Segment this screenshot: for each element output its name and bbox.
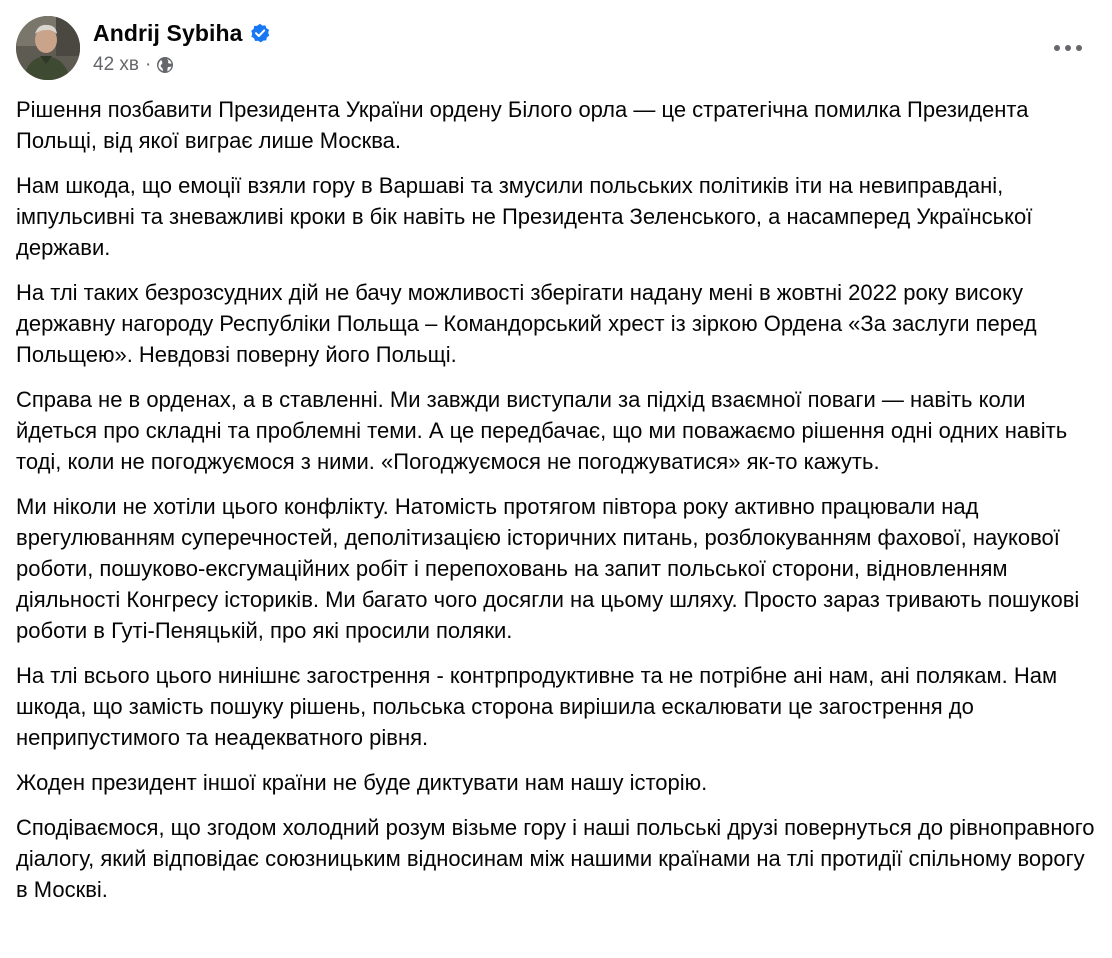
post-header (16, 16, 1096, 82)
more-dot (1054, 45, 1060, 51)
post-paragraph: Ми ніколи не хотіли цього конфлікту. Натомість протягом півтора року активно працювали над врегулюванням суперечностей, деполітизацією історичних питань, розблокуванням фахової, наукової роботи, пошуково-ексгумаційних робіт і перепоховань на запит польської сторони, відновленням діяльності Конгресу істориків. Ми багато чого досягли на цьому шляху. Просто зараз тривають пошукові роботи в Гуті-Пеняцькій, про які просили поляки. (16, 494, 1080, 643)
post-paragraph: Жоден президент іншої країни не буде диктувати нам нашу історію. (16, 770, 708, 795)
more-options-icon[interactable] (1048, 30, 1088, 66)
post-paragraph: Рішення позбавити Президента України ордену Білого орла — це стратегічна помилка Президента Польщі, від якої виграє лише Москва. (16, 97, 1029, 153)
post-paragraph: Справа не в орденах, а в ставленні. Ми завжди виступали за підхід взаємної поваги — навіть коли йдеться про складні та проблемні теми. А це передбачає, що ми поважаємо рішення одні одних навіть тоді, коли не погоджуємося з ними. «Погоджуємося не погоджуватися» як-то кажуть. (16, 387, 1068, 474)
post-timestamp[interactable]: 42 хв (93, 54, 140, 75)
more-dot (1076, 45, 1082, 51)
post-paragraph: Сподіваємося, що згодом холодний розум візьме гору і наші польські друзі повернуться до рівноправного діалогу, який відповідає союзницьким відносинам між нашими країнами на тлі протидії спільному ворогу в Москві. (16, 815, 1095, 902)
post-body (16, 94, 1096, 919)
post-paragraph: На тлі таких безрозсудних дій не бачу можливості зберігати надану мені в жовтні 2022 року високу державну нагороду Республіки Польща – Командорський хрест із зіркою Ордена «За заслуги перед Польщею». Невдовзі поверну його Польщі. (16, 280, 1037, 367)
verified-badge-icon (250, 23, 270, 43)
post-paragraph: На тлі всього цього нинішнє загострення - контрпродуктивне та не потрібне ані нам, ані полякам. Нам шкода, що замість пошуку рішень, польська сторона вирішила ескалювати це загострення до неприпустимого та неадекватного рівня. (16, 663, 1058, 750)
author-row (93, 18, 270, 48)
author-avatar[interactable] (16, 16, 80, 80)
meta-separator: · (145, 54, 152, 75)
globe-icon[interactable] (156, 56, 174, 74)
author-block (93, 18, 270, 78)
post-paragraph: Нам шкода, що емоції взяли гору в Варшаві та змусили польських політиків іти на невиправдані, імпульсивні та зневажливі кроки в бік навіть не Президента Зеленського, а насамперед Української держави. (16, 173, 1033, 260)
more-dot (1065, 45, 1071, 51)
post-meta (93, 52, 270, 78)
profile-photo-icon (16, 16, 80, 80)
author-name[interactable]: Andrij Sybiha (93, 19, 243, 46)
